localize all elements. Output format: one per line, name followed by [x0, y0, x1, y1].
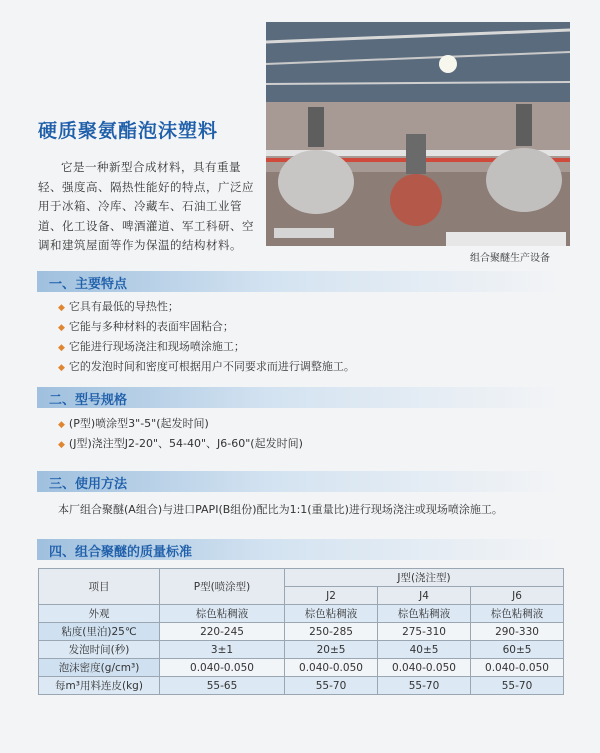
table-row [39, 623, 564, 641]
list-item: ◆ 它的发泡时间和密度可根据用户不同要求而进行调整施工。 [58, 357, 355, 377]
cell-j6: 0.040-0.050 [471, 659, 564, 677]
cell-j2: 20±5 [285, 641, 378, 659]
cell-p: 220-245 [160, 623, 285, 641]
row-label: 外观 [39, 605, 160, 623]
cell-p: 0.040-0.050 [160, 659, 285, 677]
cell-j2: 55-70 [285, 677, 378, 695]
section-title-features: 一、主要特点 [49, 277, 128, 292]
cell-j4: 0.040-0.050 [378, 659, 471, 677]
cell-j4: 40±5 [378, 641, 471, 659]
equipment-illustration [266, 22, 570, 246]
table-header-j4: J4 [378, 587, 471, 605]
cell-p: 棕色粘稠液 [160, 605, 285, 623]
table-row [39, 659, 564, 677]
section-title-usage: 三、使用方法 [49, 477, 128, 492]
section-bar-features [37, 271, 565, 292]
row-label: 每m³用料连皮(kg) [39, 677, 160, 695]
table-header-p: P型(喷涂型) [160, 569, 285, 605]
list-item: ◆ 它具有最低的导热性； [58, 297, 355, 317]
row-label: 发泡时间(秒) [39, 641, 160, 659]
table-header-j2: J2 [285, 587, 378, 605]
equipment-photo [266, 22, 570, 246]
list-item: ◆ (J型)浇注型J2-20"、54-40"、J6-60"(起发时间) [58, 434, 303, 454]
usage-text: 本厂组合聚醚(A组合)与进口PAPI(B组份)配比为1:1(重量比)进行现场浇注或现场喷涂施工。 [58, 503, 503, 516]
cell-j4: 55-70 [378, 677, 471, 695]
cell-j4: 棕色粘稠液 [378, 605, 471, 623]
photo-caption: 组合聚醚生产设备 [470, 253, 550, 264]
section-title-specs: 二、型号规格 [49, 393, 128, 408]
table-row [39, 605, 564, 623]
cell-p: 55-65 [160, 677, 285, 695]
table-header-j6: J6 [471, 587, 564, 605]
cell-j4: 275-310 [378, 623, 471, 641]
list-item: ◆ (P型)喷涂型3"-5"(起发时间) [58, 414, 303, 434]
section-bar-specs [37, 387, 565, 408]
quality-table [38, 568, 564, 695]
table-row [39, 677, 564, 695]
table-row [39, 641, 564, 659]
section-title-quality: 四、组合聚醚的质量标准 [49, 545, 193, 560]
intro-paragraph: 它是一种新型合成材料，具有重量轻、强度高、隔热性能好的特点，广泛应用于冰箱、冷库、冷藏车、石油工业管道、化工设备、啤酒灌道、军工科研、空调和建筑屋面等作为保温的结构材料。 [38, 160, 254, 252]
list-item: ◆ 它能进行现场浇注和现场喷涂施工； [58, 337, 355, 357]
cell-j2: 棕色粘稠液 [285, 605, 378, 623]
cell-j6: 290-330 [471, 623, 564, 641]
row-label: 粘度(里泊)25℃ [39, 623, 160, 641]
cell-j6: 55-70 [471, 677, 564, 695]
table-header-j: J型(浇注型) [285, 569, 564, 587]
cell-p: 3±1 [160, 641, 285, 659]
page-title: 硬质聚氨酯泡沫塑料 [38, 120, 219, 142]
section-bar-quality [37, 539, 565, 560]
cell-j2: 250-285 [285, 623, 378, 641]
table-header-item: 项目 [39, 569, 160, 605]
row-label: 泡沫密度(g/cm³) [39, 659, 160, 677]
cell-j6: 棕色粘稠液 [471, 605, 564, 623]
specs-list [58, 414, 303, 454]
list-item: ◆ 它能与多种材料的表面牢固粘合； [58, 317, 355, 337]
cell-j6: 60±5 [471, 641, 564, 659]
cell-j2: 0.040-0.050 [285, 659, 378, 677]
features-list [58, 297, 355, 377]
section-bar-usage [37, 471, 565, 492]
